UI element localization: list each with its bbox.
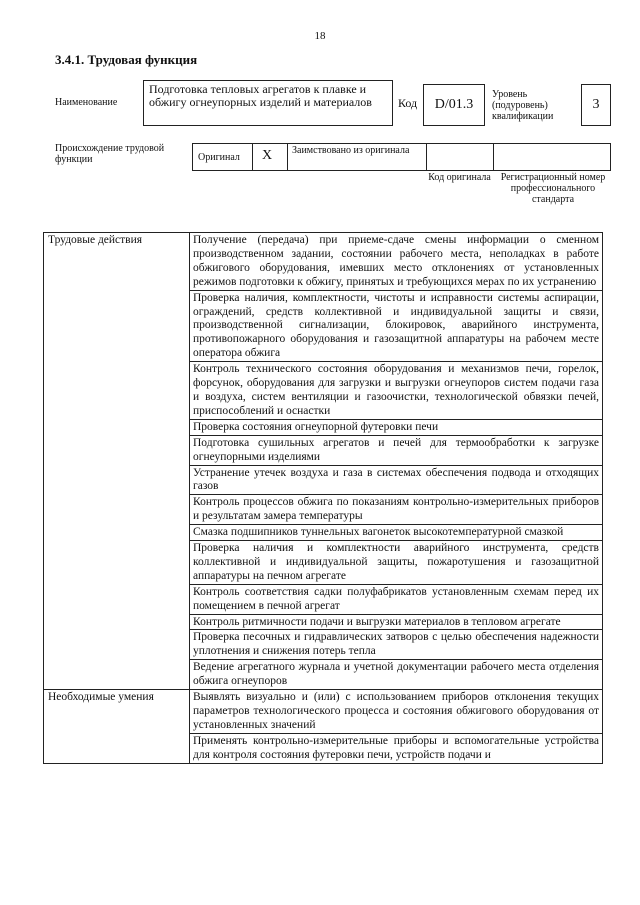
borrowed-label: Заимствовано из оригинала xyxy=(292,145,410,156)
list-item: Проверка наличия, комплектности, чистоты и исправности системы аспирации, ограждений, средств коллективной и индивидуальной защиты и связи, производственной сигнализации, блокировок, аварийного инструмента, противопожарного оборудования и газозащитной аппаратуры на рабочем месте оператора обжига xyxy=(190,290,603,362)
list-item: Контроль соответствия садки полуфабрикатов установленным схемам перед их помещением в печной агрегат xyxy=(190,584,603,614)
list-item: Выявлять визуально и (или) с использованием приборов отклонения текущих параметров технологического процесса и состояния обжигового оборудования от установленных значений xyxy=(190,690,603,734)
level-label: Уровень (подуровень) квалификации xyxy=(492,89,554,122)
list-item: Контроль ритмичности подачи и выгрузки материалов в тепловом агрегате xyxy=(190,614,603,630)
reg-number-caption: Регистрационный номер профессионального стандарта xyxy=(500,172,606,205)
level-value: 3 xyxy=(592,97,600,112)
table-row xyxy=(44,233,603,291)
list-item: Применять контрольно-измерительные приборы и вспомогательные устройства для контроля состояния футеровки печи, устройств подачи и xyxy=(190,733,603,763)
list-item: Проверка песочных и гидравлических затворов с целью обеспечения надежности уплотнения и снижения потерь тепла xyxy=(190,630,603,660)
list-item: Контроль технического состояния оборудования и механизмов печи, горелок, форсунок, оборудования для загрузки и выгрузки огнеупоров систем подачи газа и воздуха, систем вентиляции и газоочистки, технологической обвязки печей, приспособлений и оснастки xyxy=(190,362,603,420)
function-table xyxy=(43,232,603,764)
code-label: Код xyxy=(398,96,418,110)
original-label: Оригинал xyxy=(198,152,240,163)
list-item: Контроль процессов обжига по показаниям контрольно-измерительных приборов и результатам замера температуры xyxy=(190,495,603,525)
list-item: Ведение агрегатного журнала и учетной документации рабочего места отделения обжига огнеупоров xyxy=(190,660,603,690)
table-row xyxy=(44,690,603,734)
original-mark: X xyxy=(262,148,273,163)
code-value: D/01.3 xyxy=(434,97,474,112)
list-item: Подготовка сушильных агрегатов и печей для термообработки к загрузке огнеупорными изделиями xyxy=(190,435,603,465)
code-original-caption: Код оригинала xyxy=(428,172,491,183)
section-label-skills: Необходимые умения xyxy=(44,690,190,764)
function-name: Подготовка тепловых агрегатов к плавке и обжигу огнеупорных изделий и материалов xyxy=(149,82,372,109)
list-item: Проверка состояния огнеупорной футеровки печи xyxy=(190,419,603,435)
list-item: Смазка подшипников туннельных вагонеток высокотемпературной смазкой xyxy=(190,525,603,541)
section-label-actions: Трудовые действия xyxy=(44,233,190,690)
list-item: Проверка наличия и комплектности аварийного инструмента, средств коллективной и индивидуальной защиты, пожаротушения и газозащитной аппаратуры на печном агрегате xyxy=(190,541,603,585)
list-item: Устранение утечек воздуха и газа в системах обеспечения подвода и отходящих газов xyxy=(190,465,603,495)
section-title: 3.4.1. Трудовая функция xyxy=(55,52,198,67)
name-label: Наименование xyxy=(55,97,118,108)
origin-label: Происхождение трудовой функции xyxy=(55,143,165,165)
list-item: Получение (передача) при приеме-сдаче смены информации о сменном производственном задании, состоянии рабочего места, неполадках в работе обжигового оборудования, имевших место отклонениях от установленных режимов подготовки к обжигу, принятых и требующихся мерах по их устранению xyxy=(190,233,603,291)
page-number: 18 xyxy=(314,30,326,42)
